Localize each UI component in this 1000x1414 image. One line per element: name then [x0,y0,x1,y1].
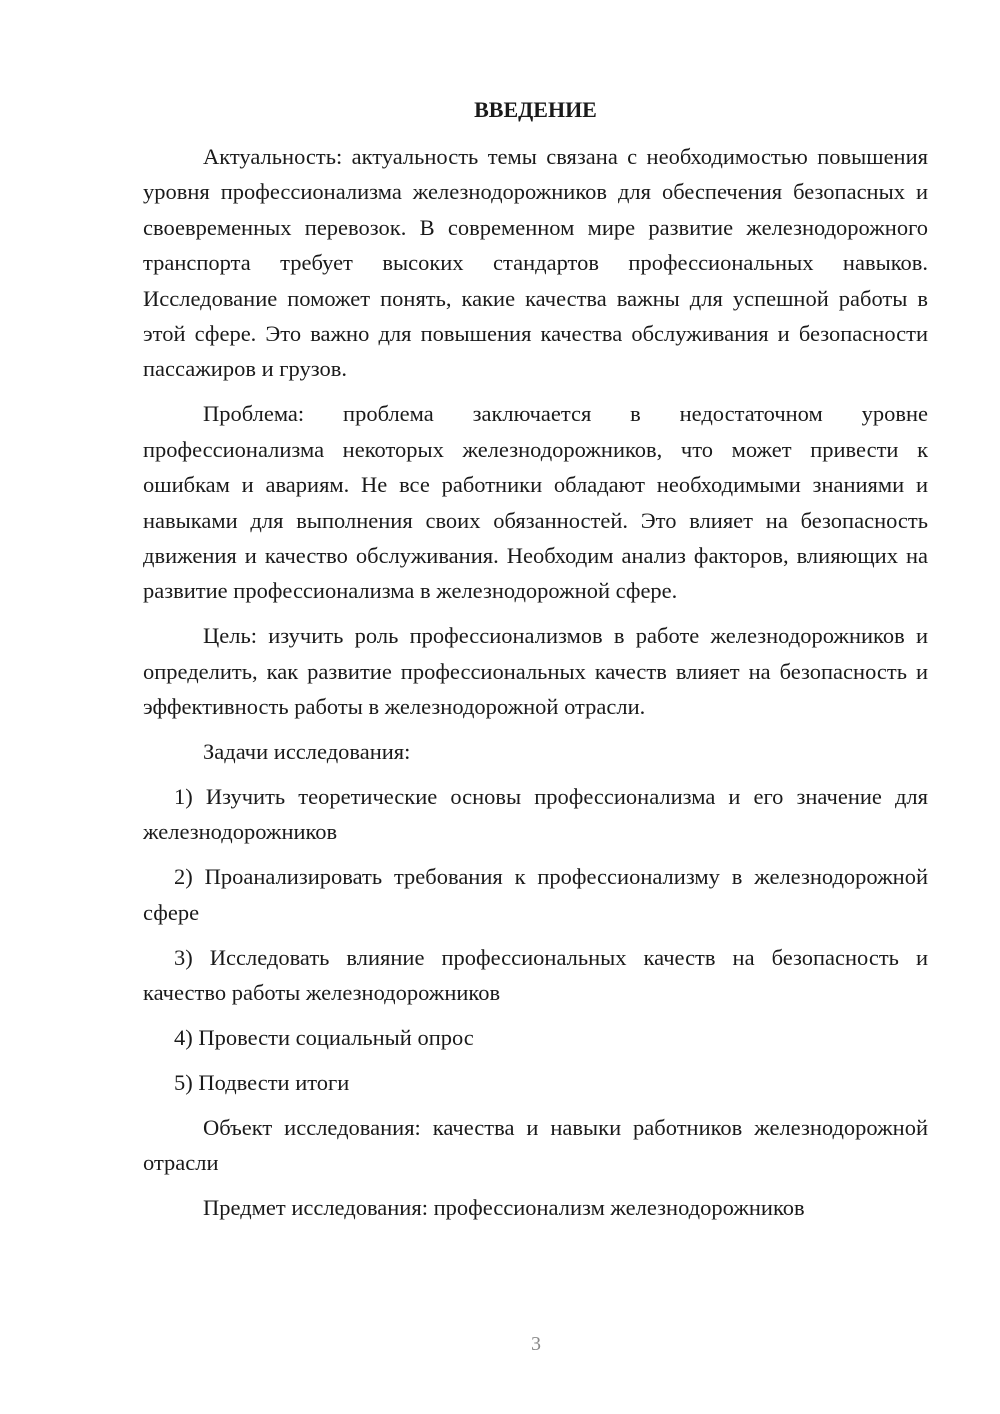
object-paragraph: Объект исследования: качества и навыки работников железнодорожной отрасли [143,1114,928,1176]
task-item-5: 5) Подвести итоги [174,1069,350,1095]
goal-paragraph: Цель: изучить роль профессионализмов в работе железнодорожников и определить, как развитие профессиональных качеств влияет на безопасность и эффективность работы в железнодорожной отрасли. [143,623,928,720]
page-title: ВВЕДЕНИЕ [474,97,597,122]
task-item-2: 2) Проанализировать требования к профессионализму в железнодорожной сфере [143,864,928,925]
task-item-1: 1) Изучить теоретические основы профессионализма и его значение для железнодорожников [143,783,928,845]
page-number: 3 [531,1333,541,1355]
problem-paragraph: Проблема: проблема заключается в недостаточном уровне профессионализма некоторых железнодорожников, что может привести к ошибкам и авариям. Не все работники обладают необходимыми знаниями и навыками для выполнения своих обязанностей. Это влияет на безопасность движения и качество обслуживания. Необходим анализ факторов, влияющих на развитие профессионализма в железнодорожной сфере. [143,401,928,604]
subject-paragraph: Предмет исследования: профессионализм железнодорожников [203,1194,805,1220]
task-item-4: 4) Провести социальный опрос [174,1024,474,1050]
tasks-heading: Задачи исследования: [203,739,411,764]
relevance-paragraph: Актуальность: актуальность темы связана с необходимостью повышения уровня профессионализма железнодорожников для обеспечения безопасных и своевременных перевозок. В современном мире развитие железнодорожного транспорта требует высоких стандартов профессиональных навыков. Исследование поможет понять, какие качества важны для успешной работы в этой сфере. Это важно для повышения качества обслуживания и безопасности пассажиров и грузов. [143,144,928,382]
task-item-3: 3) Исследовать влияние профессиональных качеств на безопасность и качество работы железнодорожников [143,944,928,1005]
document-body [143,93,928,1235]
